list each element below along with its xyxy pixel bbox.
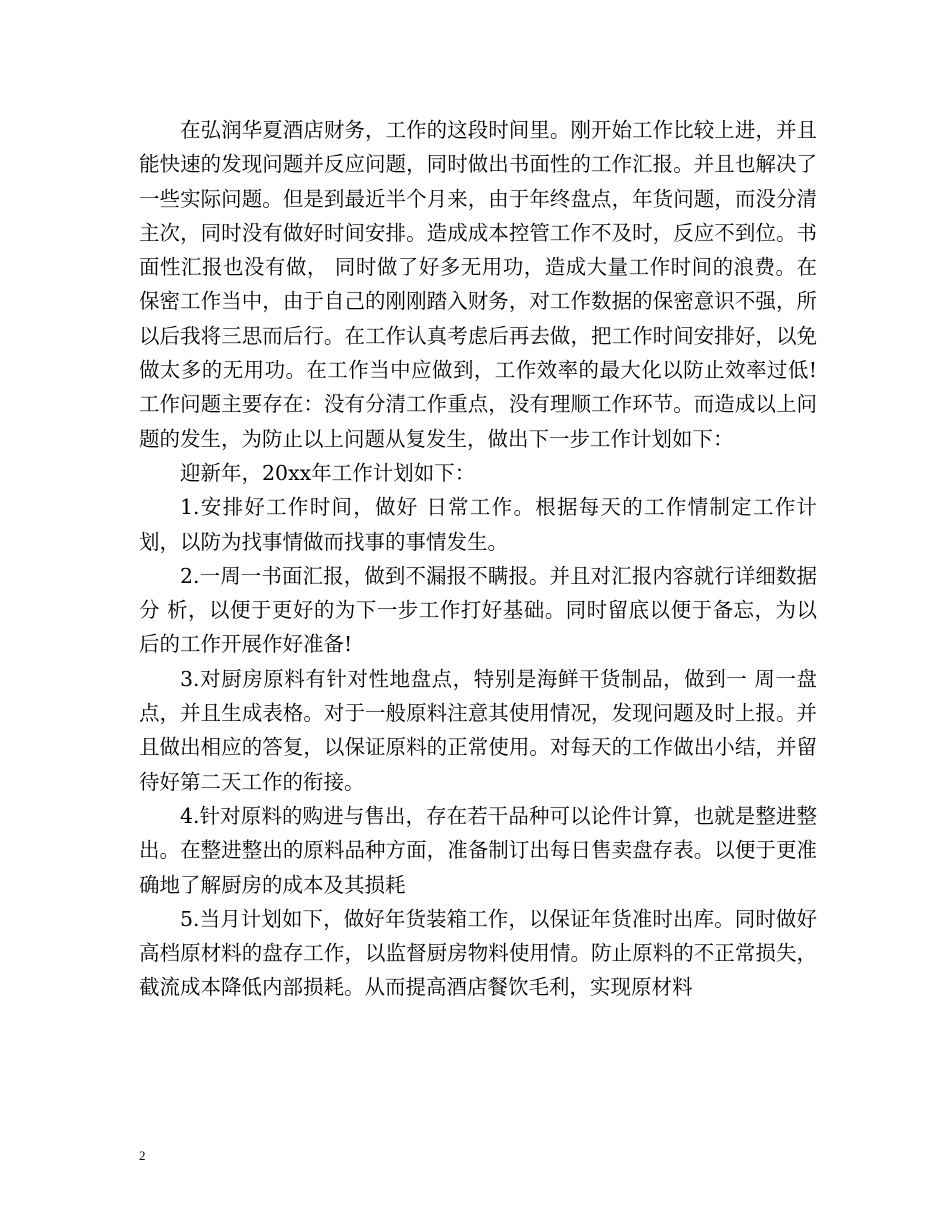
paragraph-plan-item-2: 2.一周一书面汇报，做到不漏报不瞒报。并且对汇报内容就行详细数据分 析，以便于更好的为下一步工作打好基础。同时留底以便于备忘，为以后的工作开展作好准备! — [139, 563, 817, 657]
paragraph-plan-item-3: 3.对厨房原料有针对性地盘点，特别是海鲜干货制品，做到一 周一盘点，并且生成表格。对于一般原料注意其使用情况，发现问题及时上报。并且做出相应的答复，以保证原料的正常使用。对每天的工作做出小结，并留待好第二天工作的衔接。 — [139, 666, 817, 794]
paragraph-plan-item-1: 1.安排好工作时间，做好 日常工作。根据每天的工作情制定工作计划，以防为找事情做而找事的事情发生。 — [139, 495, 817, 554]
paragraph-plan-item-4: 4.针对原料的购进与售出，存在若干品种可以论件计算，也就是整进整出。在整进整出的原料品种方面，准备制订出每日售卖盘存表。以便于更准确地了解厨房的成本及其损耗 — [139, 803, 817, 897]
document-body — [139, 113, 817, 1005]
paragraph-plan-heading: 迎新年，20xx年工作计划如下： — [180, 460, 476, 485]
paragraph-intro: 在弘润华夏酒店财务，工作的这段时间里。刚开始工作比较上进，并且能快速的发现问题并反应问题，同时做出书面性的工作汇报。并且也解决了一些实际问题。但是到最近半个月来，由于年终盘点，年货问题，而没分清主次，同时没有做好时间安排。造成成本控管工作不及时，反应不到位。书面性汇报也没有做， 同时做了好多无用功，造成大量工作时间的浪费。在保密工作当中，由于自己的刚刚踏入财务，对工作数据的保密意识不强，所以后我将三思而后行。在工作认真考虑后再去做，把工作时间安排好，以免做太多的无用功。在工作当中应做到，工作效率的最大化以防止效率过低!工作问题主要存在：没有分清工作重点，没有理顺工作环节。而造成以上问题的发生，为防止以上问题从复发生，做出下一步工作计划如下： — [139, 118, 817, 451]
page-number: 2 — [139, 1148, 146, 1163]
paragraph-plan-item-5: 5.当月计划如下，做好年货装箱工作，以保证年货准时出库。同时做好高档原材料的盘存工作，以监督厨房物料使用情。防止原料的不正常损失，截流成本降低内部损耗。从而提高酒店餐饮毛利，实现原材料 — [139, 906, 817, 1000]
